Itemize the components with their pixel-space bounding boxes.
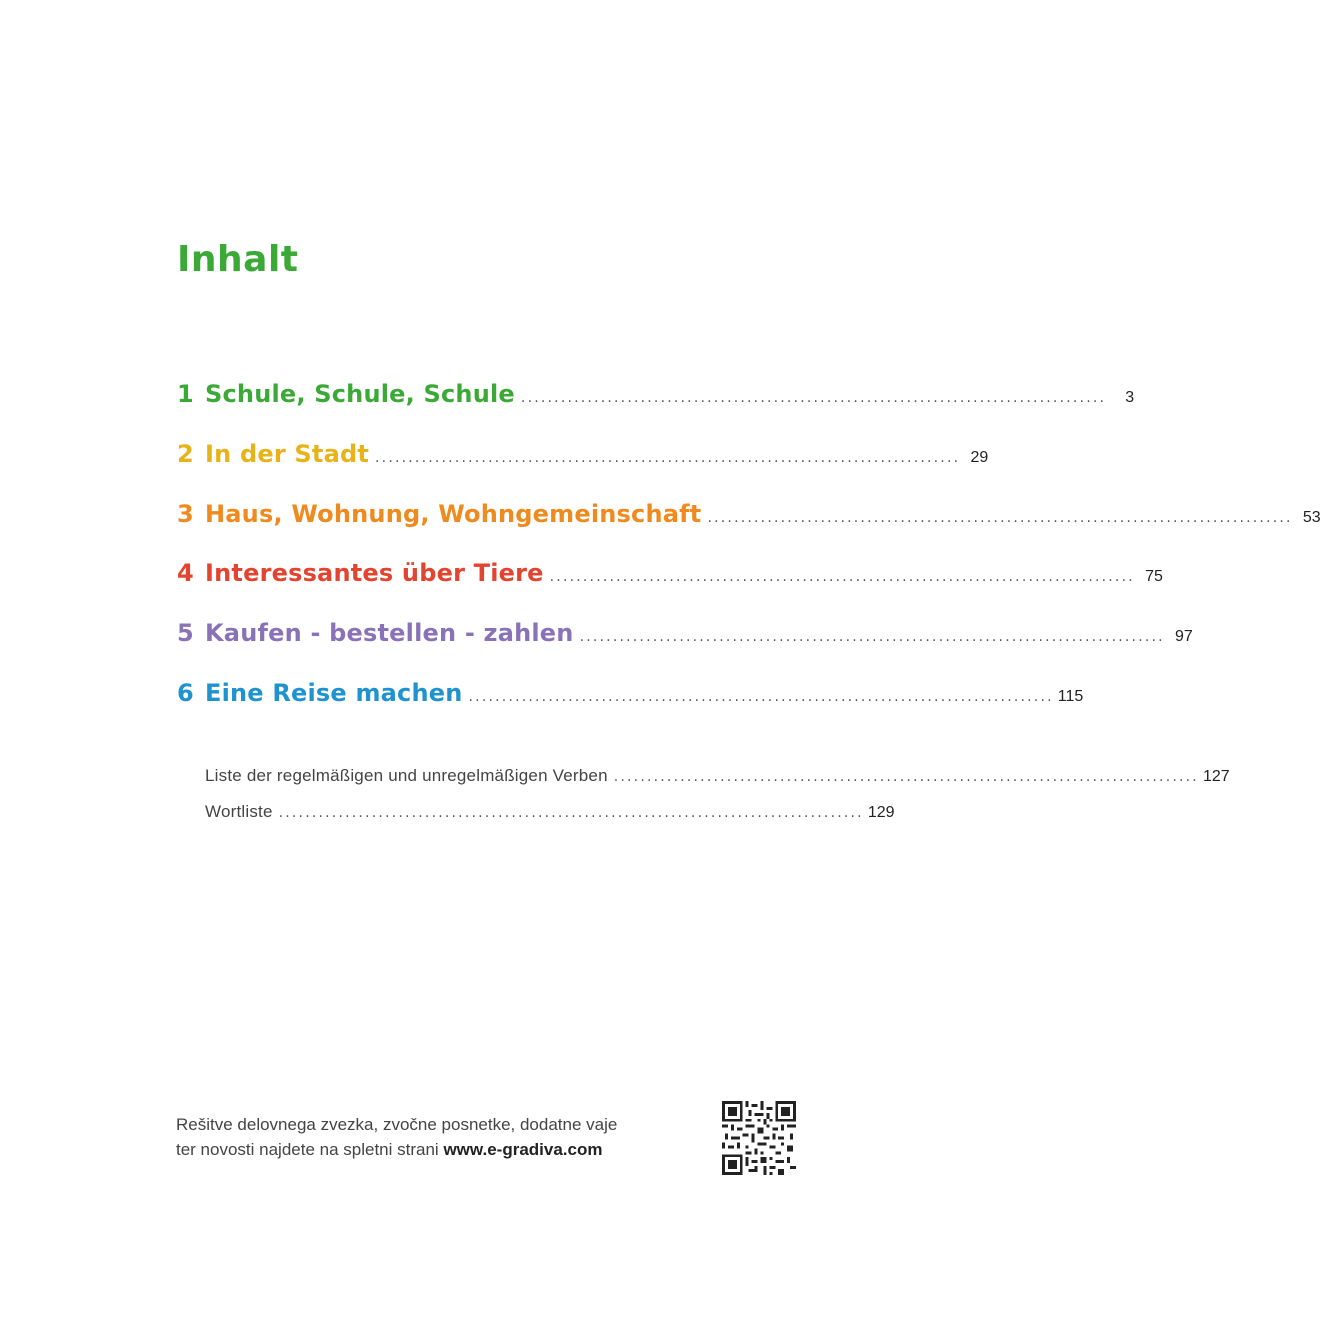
chapter-number: 2	[177, 440, 194, 468]
chapter-number: 5	[177, 619, 194, 647]
chapter-title: Haus, Wohnung, Wohngemeinschaft	[205, 500, 702, 528]
chapter-title: In der Stadt	[205, 440, 370, 468]
page-number: 53	[1302, 509, 1321, 526]
chapter-number: 6	[177, 679, 194, 707]
page-number: 127	[1202, 768, 1230, 785]
toc-extra-verb-list[interactable]	[205, 766, 1230, 790]
footer-line-1: Rešitve delovnega zvezka, zvočne posnetke, dodatne vaje	[176, 1115, 618, 1134]
chapter-title: Eine Reise machen	[205, 679, 463, 707]
chapter-number: 3	[177, 500, 194, 528]
chapter-title: Interessantes über Tiere	[205, 559, 544, 587]
toc-extra-word-list[interactable]	[205, 802, 895, 826]
chapter-title: Schule, Schule, Schule	[205, 380, 515, 408]
toc-chapter-3[interactable]	[177, 500, 1321, 536]
toc-chapter-2[interactable]	[177, 440, 989, 476]
page-number: 115	[1057, 688, 1084, 705]
toc-chapter-5[interactable]	[177, 619, 1193, 655]
dot-leader: ........................................................................................	[579, 629, 1165, 645]
toc-chapter-1[interactable]	[177, 380, 1135, 416]
dot-leader: ........................................................................................	[707, 510, 1293, 526]
page-title: Inhalt	[177, 239, 299, 280]
dot-leader: ........................................................................................	[613, 769, 1199, 785]
chapter-title: Kaufen - bestellen - zahlen	[205, 619, 574, 647]
footer-note	[176, 1112, 696, 1162]
page-number: 29	[970, 449, 989, 466]
dot-leader: ........................................................................................	[468, 689, 1054, 705]
page-number: 129	[867, 804, 895, 821]
dot-leader: ........................................................................................	[278, 805, 864, 821]
extra-title: Wortliste	[205, 802, 273, 821]
footer-line-2-text: ter novosti najdete na spletni strani	[176, 1140, 439, 1159]
extra-title: Liste der regelmäßigen und unregelmäßigen Verben	[205, 766, 608, 785]
toc-chapter-6[interactable]	[177, 679, 1084, 715]
dot-leader: ........................................................................................	[520, 390, 1107, 406]
toc-chapter-4[interactable]	[177, 559, 1163, 595]
page-number: 75	[1145, 568, 1163, 585]
website-link[interactable]: www.e-gradiva.com	[443, 1140, 603, 1159]
page-number: 97	[1175, 628, 1193, 645]
dot-leader: ........................................................................................	[549, 569, 1135, 585]
chapter-number: 1	[177, 380, 194, 408]
footer-line-2	[176, 1137, 696, 1162]
dot-leader: ........................................................................................	[375, 450, 961, 466]
qr-code-icon	[722, 1101, 796, 1175]
chapter-number: 4	[177, 559, 194, 587]
page-number: 3	[1125, 389, 1135, 406]
